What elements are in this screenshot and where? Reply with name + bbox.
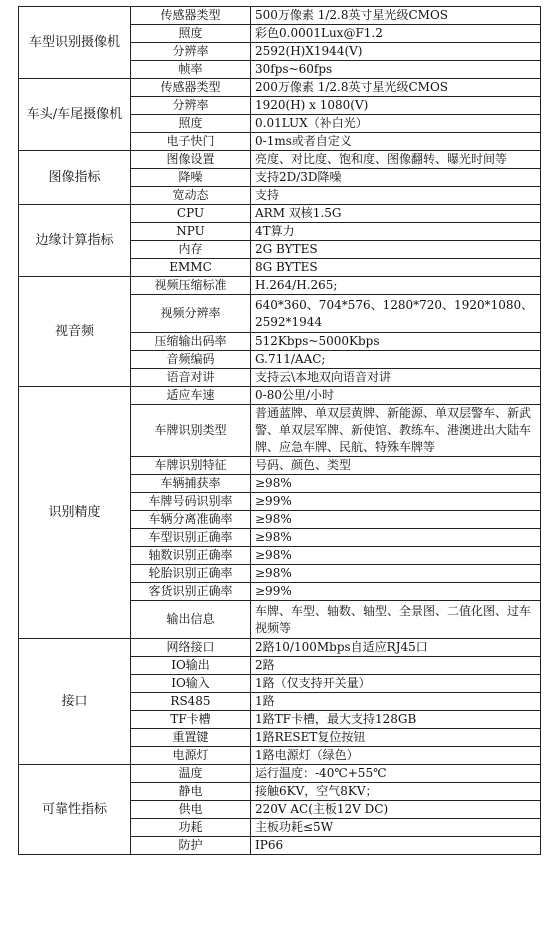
- spec-key: 图像设置: [131, 151, 251, 169]
- spec-value: 运行温度：-40℃+55℃: [251, 765, 541, 783]
- spec-key: IO输入: [131, 675, 251, 693]
- spec-value: 主板功耗≤5W: [251, 819, 541, 837]
- spec-key: 电子快门: [131, 133, 251, 151]
- spec-key: TF卡槽: [131, 711, 251, 729]
- spec-value: 500万像素 1/2.8英寸星光级CMOS: [251, 7, 541, 25]
- spec-key: NPU: [131, 223, 251, 241]
- spec-key: 功耗: [131, 819, 251, 837]
- spec-value: 200万像素 1/2.8英寸星光级CMOS: [251, 79, 541, 97]
- spec-value: ≥98%: [251, 547, 541, 565]
- spec-key: EMMC: [131, 259, 251, 277]
- spec-key: 帧率: [131, 61, 251, 79]
- spec-value: 1路: [251, 693, 541, 711]
- spec-value: 亮度、对比度、饱和度、图像翻转、曝光时间等: [251, 151, 541, 169]
- spec-value: ARM 双核1.5G: [251, 205, 541, 223]
- spec-value: 0.01LUX（补白光）: [251, 115, 541, 133]
- spec-value: 车牌、车型、轴数、轴型、全景图、二值化图、过车视频等: [251, 601, 541, 639]
- spec-key: 分辨率: [131, 43, 251, 61]
- spec-value: 1920(H) x 1080(V): [251, 97, 541, 115]
- spec-key: 宽动态: [131, 187, 251, 205]
- spec-key: 重置键: [131, 729, 251, 747]
- spec-key: 照度: [131, 115, 251, 133]
- spec-row: [19, 151, 541, 169]
- spec-row: [19, 387, 541, 405]
- section-name: 识别精度: [19, 387, 131, 639]
- spec-value: 640*360、704*576、1280*720、1920*1080、2592*1944: [251, 295, 541, 333]
- spec-key: 内存: [131, 241, 251, 259]
- spec-value: 512Kbps~5000Kbps: [251, 333, 541, 351]
- spec-row: [19, 277, 541, 295]
- spec-value: ≥98%: [251, 475, 541, 493]
- spec-value: G.711/AAC;: [251, 351, 541, 369]
- spec-value: 0-1ms或者自定义: [251, 133, 541, 151]
- section-name: 图像指标: [19, 151, 131, 205]
- section-name: 车型识别摄像机: [19, 7, 131, 79]
- spec-key: 视频分辨率: [131, 295, 251, 333]
- spec-key: 车牌号码识别率: [131, 493, 251, 511]
- spec-key: 降噪: [131, 169, 251, 187]
- spec-key: 视频压缩标准: [131, 277, 251, 295]
- spec-key: 网络接口: [131, 639, 251, 657]
- spec-value: 1路（仅支持开关量）: [251, 675, 541, 693]
- spec-value: IP66: [251, 837, 541, 855]
- spec-value: 220V AC(主板12V DC): [251, 801, 541, 819]
- spec-value: ≥98%: [251, 565, 541, 583]
- spec-key: 音频编码: [131, 351, 251, 369]
- spec-value: 1路电源灯（绿色）: [251, 747, 541, 765]
- spec-key: 适应车速: [131, 387, 251, 405]
- spec-row: [19, 79, 541, 97]
- section-name: 车头/车尾摄像机: [19, 79, 131, 151]
- spec-value: 2592(H)X1944(V): [251, 43, 541, 61]
- spec-value: ≥99%: [251, 583, 541, 601]
- spec-key: 供电: [131, 801, 251, 819]
- spec-value: 2路10/100Mbps自适应RJ45口: [251, 639, 541, 657]
- spec-row: [19, 205, 541, 223]
- spec-key: 温度: [131, 765, 251, 783]
- spec-value: 彩色0.0001Lux@F1.2: [251, 25, 541, 43]
- spec-value: 接触6KV，空气8KV；: [251, 783, 541, 801]
- spec-key: 传感器类型: [131, 79, 251, 97]
- spec-row: [19, 765, 541, 783]
- spec-value: 2G BYTES: [251, 241, 541, 259]
- spec-key: 压缩输出码率: [131, 333, 251, 351]
- spec-key: 客货识别正确率: [131, 583, 251, 601]
- section-name: 可靠性指标: [19, 765, 131, 855]
- spec-value: 1路RESET复位按钮: [251, 729, 541, 747]
- spec-value: ≥98%: [251, 529, 541, 547]
- spec-table: [18, 6, 541, 855]
- spec-key: RS485: [131, 693, 251, 711]
- spec-row: [19, 639, 541, 657]
- spec-key: CPU: [131, 205, 251, 223]
- spec-key: 轴数识别正确率: [131, 547, 251, 565]
- spec-value: 30fps~60fps: [251, 61, 541, 79]
- spec-key: 车辆捕获率: [131, 475, 251, 493]
- spec-value: 号码、颜色、类型: [251, 457, 541, 475]
- spec-key: 输出信息: [131, 601, 251, 639]
- spec-key: 语音对讲: [131, 369, 251, 387]
- spec-value: 普通蓝牌、单双层黄牌、新能源、单双层警车、新武警、单双层军牌、新使馆、教练车、港澳进出大陆车牌、应急车牌、民航、特殊车牌等: [251, 405, 541, 457]
- spec-table-body: [19, 7, 541, 855]
- spec-key: 车辆分离准确率: [131, 511, 251, 529]
- spec-value: 支持: [251, 187, 541, 205]
- spec-key: 电源灯: [131, 747, 251, 765]
- section-name: 视音频: [19, 277, 131, 387]
- spec-key: 车牌识别类型: [131, 405, 251, 457]
- section-name: 边缘计算指标: [19, 205, 131, 277]
- spec-key: 车牌识别特征: [131, 457, 251, 475]
- spec-key: 照度: [131, 25, 251, 43]
- spec-value: 1路TF卡槽，最大支持128GB: [251, 711, 541, 729]
- spec-key: 分辨率: [131, 97, 251, 115]
- spec-value: ≥99%: [251, 493, 541, 511]
- spec-value: 2路: [251, 657, 541, 675]
- spec-value: 4T算力: [251, 223, 541, 241]
- spec-key: 传感器类型: [131, 7, 251, 25]
- section-name: 接口: [19, 639, 131, 765]
- spec-key: 车型识别正确率: [131, 529, 251, 547]
- spec-value: 0-80公里/小时: [251, 387, 541, 405]
- spec-key: 静电: [131, 783, 251, 801]
- spec-key: 防护: [131, 837, 251, 855]
- spec-value: ≥98%: [251, 511, 541, 529]
- spec-value: 支持云\本地双向语音对讲: [251, 369, 541, 387]
- spec-key: IO输出: [131, 657, 251, 675]
- spec-value: 支持2D/3D降噪: [251, 169, 541, 187]
- spec-value: 8G BYTES: [251, 259, 541, 277]
- spec-row: [19, 7, 541, 25]
- spec-value: H.264/H.265;: [251, 277, 541, 295]
- spec-key: 轮胎识别正确率: [131, 565, 251, 583]
